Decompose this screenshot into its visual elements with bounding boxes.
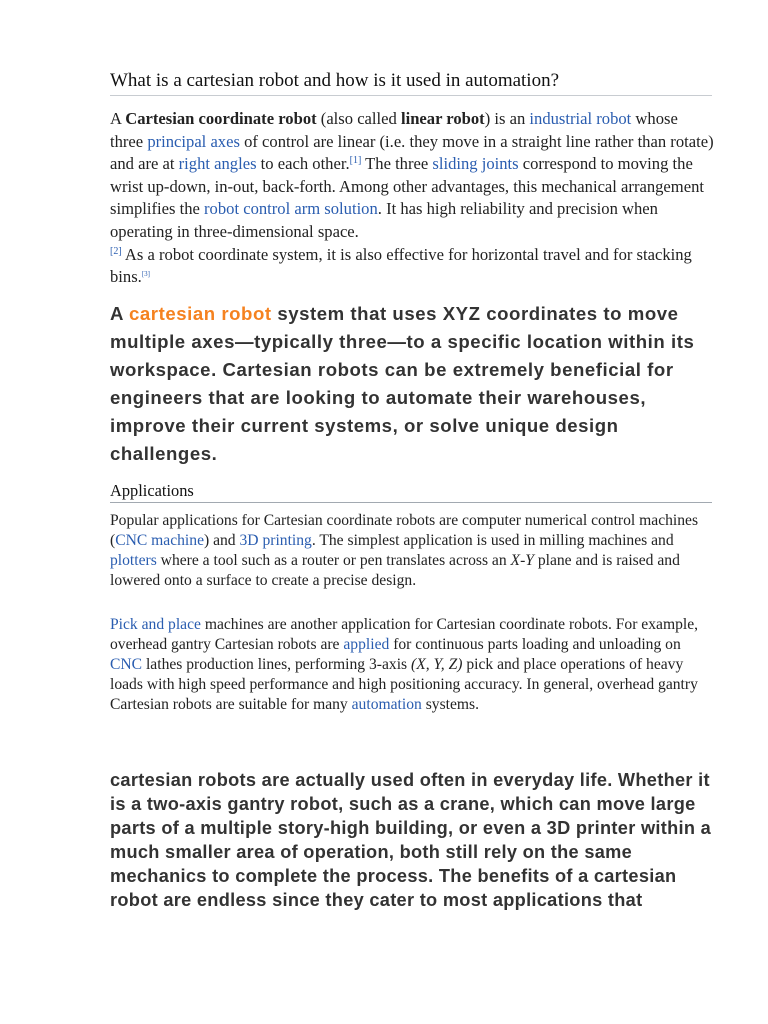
intro-text: of control are linear (i.e. they move in a straight line rather than rotate) and are at <box>110 131 714 174</box>
apps-text: Popular applications for Cartesian coordinate robots are computer numerical control machines ( <box>110 512 699 549</box>
applications-paragraph-2 <box>110 615 716 715</box>
term-cartesian-coordinate-robot: Cartesian coordinate robot <box>125 109 317 128</box>
citation-2[interactable]: [2] <box>110 245 122 257</box>
intro-text: . It has high reliability and precision when operating in three-dimensional space. <box>110 199 658 241</box>
link-3d-printing[interactable]: 3D printing <box>239 532 312 549</box>
xyz-axis-term: (X, Y, Z) <box>411 656 463 673</box>
highlight-cartesian-robot: cartesian robot <box>129 303 278 324</box>
apps-text: systems. <box>421 696 479 713</box>
citation-3[interactable]: [3] <box>141 270 150 279</box>
intro-text: ) is an <box>484 109 530 128</box>
link-principal-axes[interactable]: principal axes <box>147 131 240 151</box>
term-linear-robot: linear robot <box>400 109 485 128</box>
link-cnc-machine[interactable]: CNC machine <box>115 532 204 549</box>
intro-text: whose three <box>110 109 678 151</box>
intro-text: to each other. <box>256 154 350 174</box>
applications-paragraph-1 <box>110 511 716 591</box>
link-sliding-joints[interactable]: sliding joints <box>432 154 519 174</box>
apps-text: lathes production lines, performing 3-axis <box>142 656 412 673</box>
link-industrial-robot[interactable]: industrial robot <box>529 109 632 128</box>
highlight-paragraph <box>110 300 720 468</box>
applications-heading: Applications <box>110 480 712 503</box>
intro-text: correspond to moving the wrist up-down, in-out, back-forth. Among other advantages, this mechanical arrangement simplifies the <box>110 154 704 219</box>
link-applied[interactable]: applied <box>343 636 390 653</box>
apps-text: ) and <box>203 532 240 549</box>
citation-1[interactable]: [1] <box>349 155 362 167</box>
highlight-text: system that uses XYZ coordinates to move multiple axes—typically three—to a specific location within its workspace. Cartesian robots can be extremely beneficial for engineers that are looking to automate their warehouses, improve their current systems, or solve unique design challenges. <box>110 303 695 464</box>
apps-text: . The simplest application is used in milling machines and <box>311 532 674 549</box>
apps-text: plane and is raised and lowered onto a surface to create a precise design. <box>110 552 680 589</box>
intro-text: A <box>110 109 126 128</box>
link-right-angles[interactable]: right angles <box>178 154 257 174</box>
link-cnc[interactable]: CNC <box>110 656 143 673</box>
apps-text: for continuous parts loading and unloading on <box>389 636 681 653</box>
closing-paragraph: cartesian robots are actually used often in everyday life. Whether it is a two-axis gantry robot, such as a crane, which can move large parts of a multiple story-high building, or even a 3D printer within a much smaller area of operation, both still rely on the same mechanics to complete the process. The benefits of a cartesian robot are endless since they cater to most applications that <box>110 770 712 910</box>
intro-text: (also called <box>316 109 401 128</box>
intro-text: As a robot coordinate system, it is also effective for horizontal travel and for stacking bins. <box>110 244 692 287</box>
link-robot-control-arm-solution[interactable]: robot control arm solution <box>204 199 378 219</box>
highlight-text: A <box>110 303 130 324</box>
intro-text: The three <box>361 154 433 174</box>
intro-paragraph <box>110 108 714 289</box>
link-automation[interactable]: automation <box>351 696 422 713</box>
xy-plane-term: X-Y <box>510 552 534 569</box>
page-title: What is a cartesian robot and how is it used in automation? <box>110 68 712 96</box>
apps-text: where a tool such as a router or pen translates across an <box>156 552 511 569</box>
apps-text: pick and place operations of heavy loads with high speed performance and high positioning accuracy. In general, overhead gantry Cartesian robots are suitable for many <box>110 656 698 713</box>
link-pick-and-place[interactable]: Pick and place <box>110 616 201 633</box>
apps-text: machines are another application for Cartesian coordinate robots. For example, overhead gantry Cartesian robots are <box>110 616 699 653</box>
link-plotters[interactable]: plotters <box>110 552 157 569</box>
